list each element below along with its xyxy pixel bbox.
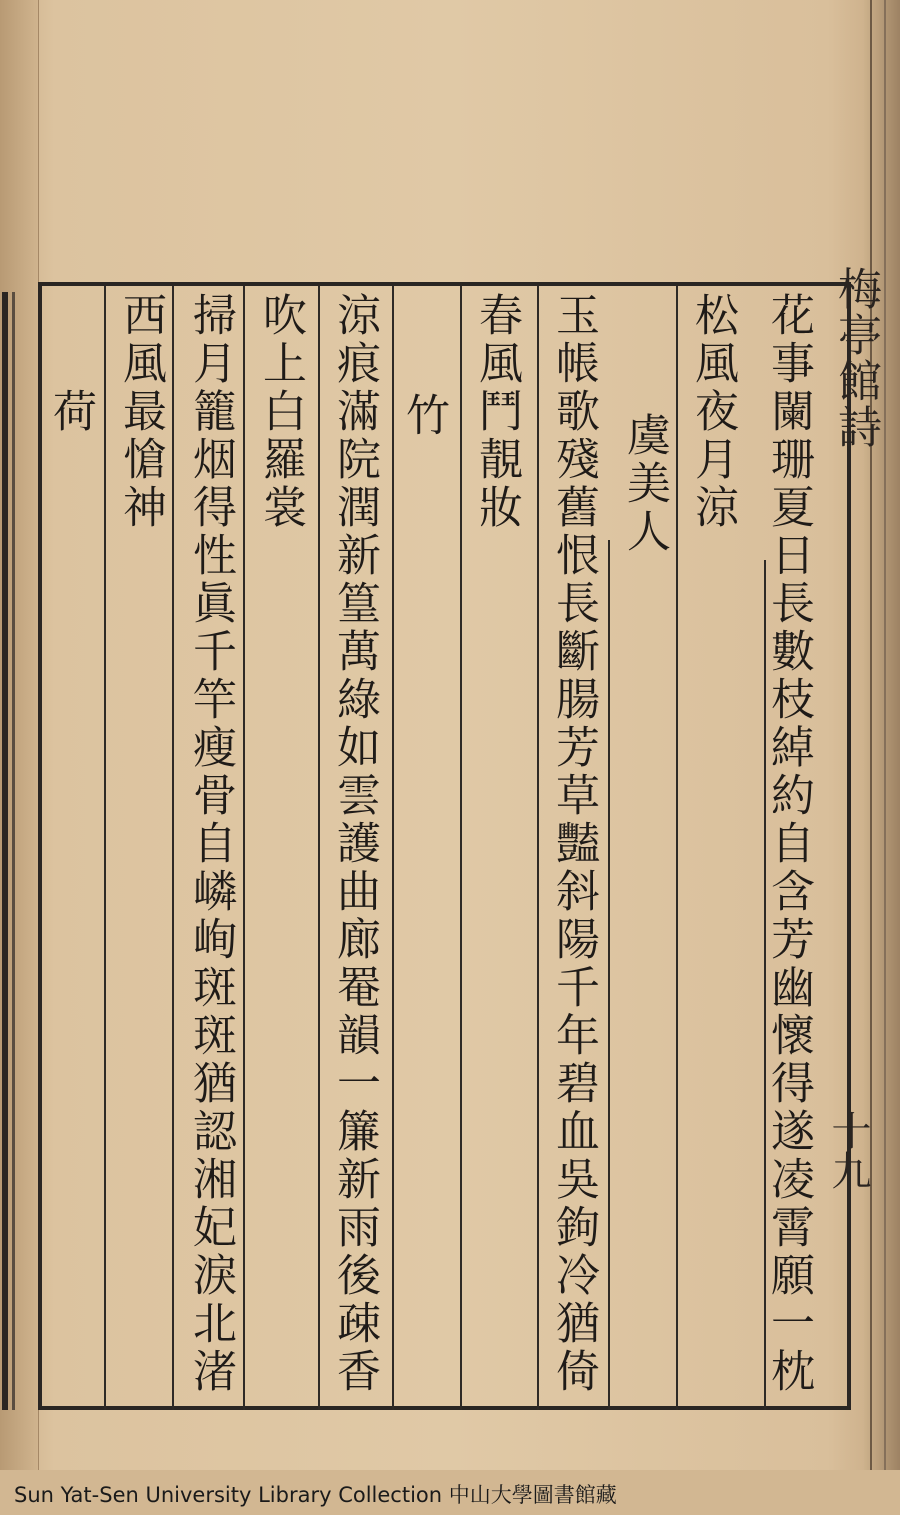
text-column: 春風鬥靚妝 (471, 292, 522, 532)
column-divider (172, 286, 174, 1410)
poem-title: 虞美人 (619, 412, 670, 556)
column-divider (676, 286, 678, 1410)
column-divider (537, 286, 539, 1410)
page-number: 十九 (825, 1110, 871, 1190)
binding-edge (864, 0, 900, 1470)
column-divider (460, 286, 462, 1410)
adjacent-page-edge (0, 0, 39, 1470)
column-divider (243, 286, 245, 1410)
column-divider (608, 540, 610, 1410)
book-title: 梅亭館詩 (830, 266, 881, 450)
text-column: 西風最愴神 (115, 292, 166, 532)
poem-title: 荷 (45, 388, 96, 436)
text-column: 吹上白羅裳 (255, 292, 306, 532)
text-column: 玉帳歌殘舊恨長斷腸芳草豔斜陽千年碧血吳鉤冷猶倚 (548, 292, 599, 1396)
text-column: 花事闌珊夏日長數枝綽約自含芳幽懷得遂凌霄願一枕 (763, 292, 814, 1396)
poem-title: 竹 (398, 392, 449, 440)
column-divider (318, 286, 320, 1410)
column-divider (392, 286, 394, 1410)
text-column: 掃月籠烟得性眞千竿瘦骨自嶙峋斑斑猶認湘妃淚北渚 (185, 292, 236, 1396)
column-divider (104, 286, 106, 1410)
text-column: 涼痕滿院潤新篁萬綠如雲護曲廊罨韻一簾新雨後疎香 (329, 292, 380, 1396)
collection-credit: Sun Yat-Sen University Library Collection 中山大學圖書館藏 (14, 1483, 617, 1507)
text-column: 松風夜月涼 (687, 292, 738, 532)
